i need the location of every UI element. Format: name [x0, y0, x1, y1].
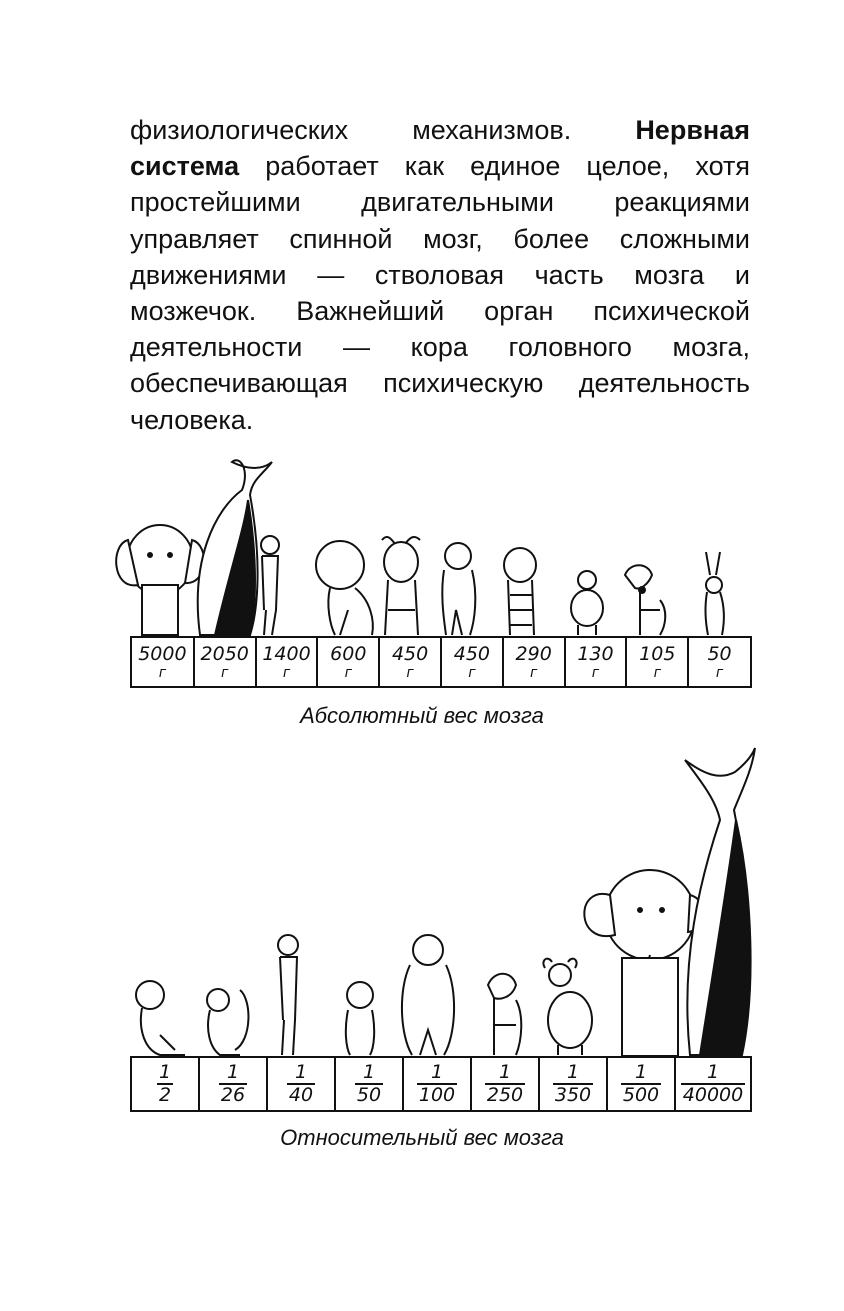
paragraph-text-rest: работает как единое целое, хотя простейшими двигательными реакциями управляет спинной мозг, более сложными движениями — стволовая часть мозга и мозжечок. Важнейший орган психической деятельности — кора головного мозга, обеспечивающая психическую деятельность человека.	[130, 151, 750, 435]
absolute-value: 450	[391, 643, 429, 665]
fraction-numerator: 1	[294, 1061, 308, 1083]
baby-drawing	[136, 981, 185, 1055]
absolute-value: 105	[639, 643, 676, 665]
absolute-unit: г	[468, 665, 476, 681]
absolute-value: 5000	[138, 643, 187, 665]
absolute-unit: г	[653, 665, 661, 681]
relative-cell	[200, 1058, 268, 1110]
absolute-unit: г	[158, 665, 167, 681]
absolute-unit: г	[221, 665, 229, 681]
elephant-drawing-2	[584, 870, 703, 1056]
absolute-unit: г	[591, 665, 600, 681]
fraction-numerator: 1	[498, 1061, 512, 1083]
absolute-unit: г	[530, 665, 538, 681]
relative-weight-scale	[130, 1056, 752, 1112]
absolute-value: 1400	[262, 643, 311, 665]
small-ape-drawing	[346, 982, 374, 1055]
absolute-unit: г	[715, 665, 724, 681]
human-drawing-2	[278, 935, 298, 1055]
fraction-numerator: 1	[430, 1061, 444, 1083]
fraction-denominator: 2	[158, 1084, 172, 1106]
fraction-denominator: 350	[554, 1084, 592, 1106]
fraction-numerator: 1	[362, 1061, 376, 1083]
paragraph-bold-term: Нервная система	[130, 115, 750, 182]
relative-cell	[472, 1058, 540, 1110]
absolute-unit: г	[406, 665, 414, 681]
relative-weight-caption: Относительный вес мозга	[280, 1125, 564, 1150]
absolute-value: 130	[577, 643, 614, 665]
fraction-denominator: 50	[356, 1084, 382, 1106]
fraction-denominator: 250	[486, 1084, 524, 1106]
relative-cell	[404, 1058, 472, 1110]
absolute-value: 450	[453, 643, 491, 665]
fraction-denominator: 40000	[682, 1084, 744, 1106]
relative-cell	[608, 1058, 676, 1110]
relative-cell	[132, 1058, 200, 1110]
relative-cell	[268, 1058, 336, 1110]
fraction-numerator: 1	[634, 1061, 648, 1083]
relative-cell	[540, 1058, 608, 1110]
absolute-unit: г	[344, 665, 352, 681]
relative-cell	[336, 1058, 404, 1110]
paragraph-text-start: физиологических механизмов.	[130, 115, 636, 145]
relative-cell	[676, 1058, 750, 1110]
sheep-drawing-2	[543, 959, 592, 1055]
absolute-unit: г	[282, 665, 291, 681]
fraction-numerator: 1	[158, 1061, 172, 1083]
fraction-numerator: 1	[566, 1061, 580, 1083]
fraction-denominator: 500	[622, 1084, 660, 1106]
monkey-drawing	[207, 989, 248, 1055]
absolute-value: 50	[707, 643, 732, 665]
gorilla-drawing	[402, 935, 454, 1055]
dog-drawing-2	[488, 974, 521, 1055]
absolute-value: 600	[330, 643, 367, 665]
fraction-denominator: 100	[418, 1084, 456, 1106]
absolute-value: 290	[515, 643, 552, 665]
absolute-weight-caption: Абсолютный вес мозга	[300, 703, 544, 728]
fraction-denominator: 40	[288, 1084, 314, 1106]
fraction-numerator: 1	[706, 1061, 720, 1083]
absolute-value: 2050	[200, 643, 249, 665]
fraction-numerator: 1	[226, 1061, 240, 1083]
fraction-denominator: 26	[220, 1084, 246, 1106]
